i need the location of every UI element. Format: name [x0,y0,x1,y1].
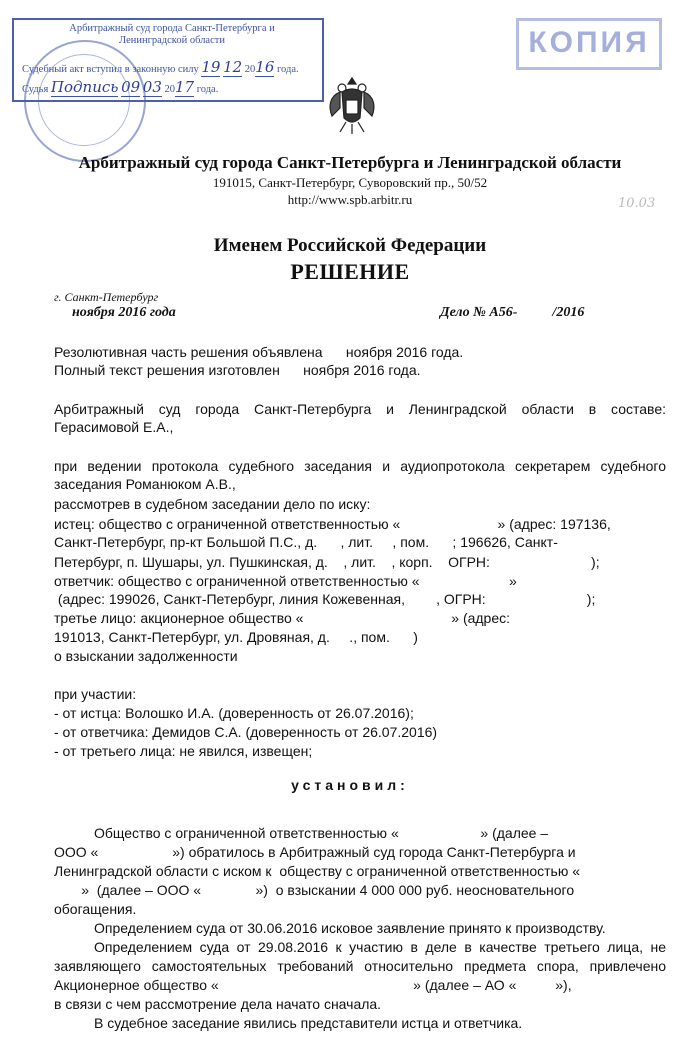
document-title: РЕШЕНИЕ [290,259,410,284]
para3-line2: заявляющего самостоятельных требований относительно предмета спора, привлечено [54,958,666,974]
line-judge: Герасимовой Е.А., [54,419,174,435]
line-third-party-rep: - от третьего лица: не явился, извещен; [54,743,313,759]
stamp-entered-year-prefix: 20 [244,64,256,75]
stamp-issued-line [22,78,218,97]
court-address: 191015, Санкт-Петербург, Суворовский пр., 50/52 [212,175,488,190]
line-plaintiff-rep: - от истца: Волошко И.А. (доверенность от 26.07.2016); [54,705,414,721]
line-participants: при участии: [54,686,137,702]
para1-line5: обогащения. [54,901,137,917]
line-defendant-2: (адрес: 199026, Санкт-Петербург, линия Кожевенная, , ОГРН: ); [54,591,596,607]
stamp-entered-line [22,58,299,77]
para4-line1: В судебное заседание явились представители истца и ответчика. [94,1015,523,1031]
decision-date: ноября 2016 года [72,305,176,320]
established-heading: установил: [291,777,409,793]
para1-line2: ООО « ») обратилось в Арбитражный суд города Санкт-Петербурга и [54,844,576,860]
city: г. Санкт-Петербург [54,290,159,304]
para3-line1: Определением суда от 29.08.2016 к участию в деле в качестве третьего лица, не [94,939,666,955]
stamp-entered-month: 12 [223,58,243,76]
para3-line3: Акционерное общество « » (далее – АО « »), [54,977,572,993]
line-case-considered: рассмотрев в судебном заседании дело по иску: [54,496,371,512]
stamp-issued-year-suffix: года. [196,84,219,95]
line-third-party-1: третье лицо: акционерное общество « » (адрес: [54,610,511,626]
pencil-note: 10.03 [618,196,656,211]
stamp-court-line2: Ленинградской области [119,35,225,46]
in-name-heading: Именем Российской Федерации [213,235,487,256]
line-defendant-rep: - от ответчика: Демидов С.А. (доверенность от 26.07.2016) [54,724,438,740]
court-url: http://www.spb.arbitr.ru [287,192,413,207]
stamp-entered-year-suffix: года. [277,64,299,75]
line-third-party-2: 191013, Санкт-Петербург, ул. Дровяная, д. ., пом. ) [54,629,418,645]
line-subject: о взыскании задолженности [54,648,238,664]
stamp-court [42,23,302,47]
line-secretary-1: при ведении протокола судебного заседания и аудиопротокола секретарем судебного [54,458,666,474]
para1-line4: » (далее – ООО « ») о взыскании 4 000 000 руб. неосновательного [54,882,575,898]
line-plaintiff-2: Санкт-Петербург, пр-кт Большой П.С., д. , лит. , пом. ; 196626, Санкт- [54,534,558,550]
entry-into-force-stamp [12,18,324,102]
stamp-court-line1: Арбитражный суд города Санкт-Петербурга и [69,23,275,34]
line-defendant-1: ответчик: общество с ограниченной ответственностью « » [54,573,517,589]
stamp-issued-month: 03 [142,78,162,96]
stamp-issued-label: Судья [22,84,49,95]
stamp-entered-day: 19 [201,58,221,76]
stamp-entered-year: 16 [255,58,275,76]
line-plaintiff-3: Петербург, п. Шушары, ул. Пушкинская, д. , лит. , корп. ОГРН: ); [54,554,600,570]
stamp-issued-day: 09 [121,78,141,96]
para2-line1: Определением суда от 30.06.2016 исковое заявление принято к производству. [94,920,606,936]
line-secretary-2: заседания Романюком А.В., [54,476,236,492]
line-full-text-date: Полный текст решения изготовлен ноября 2016 года. [54,362,421,378]
stamp-entered-label: Судебный акт вступил в законную силу [22,64,199,75]
line-resolution-date: Резолютивная часть решения объявлена ноября 2016 года. [54,344,464,360]
stamp-issued-year-prefix: 20 [164,84,175,95]
para1-line3: Ленинградской области с иском к обществу с ограниченной ответственностью « [54,863,581,879]
line-plaintiff-1: истец: общество с ограниченной ответственностью « » (адрес: 197136, [54,516,611,532]
para3-line4: в связи с чем рассмотрение дела начато сначала. [54,996,382,1012]
para1-line1: Общество с ограниченной ответственностью « » (далее – [94,825,549,841]
case-number: Дело № А56- /2016 [440,305,585,320]
court-name: Арбитражный суд города Санкт-Петербурга и Ленинградской области [78,153,622,172]
line-court-composition: Арбитражный суд города Санкт-Петербурга и Ленинградской области в составе: [54,401,666,417]
copy-stamp: КОПИЯ [516,18,662,70]
stamp-issued-year: 17 [175,78,195,96]
coat-of-arms-icon [326,72,378,138]
stamp-signature: Подпись [50,78,119,96]
